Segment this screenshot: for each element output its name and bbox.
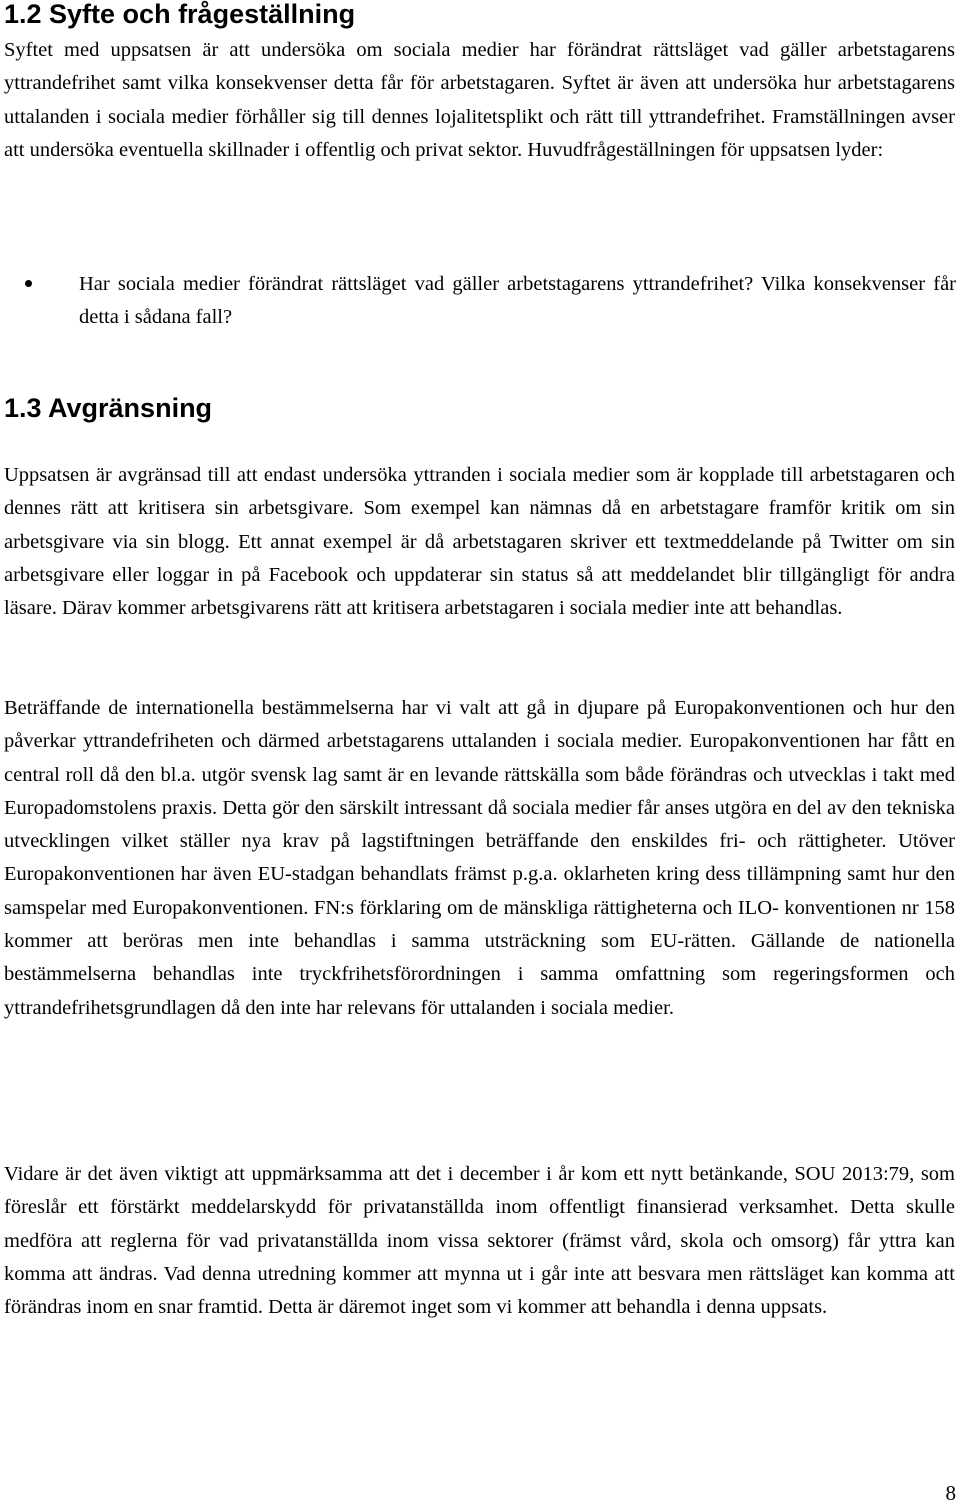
section-heading-avgransning: 1.3 Avgränsning bbox=[4, 393, 213, 423]
paragraph-avgransning-2: Beträffande de internationella bestämmelserna har vi valt att gå in djupare på Europakonventionen och hur den påverkar yttrandefriheten och därmed arbetstagarens uttalanden i sociala medier. Europakonventionen har fått en central roll då den bl.a. utgör svensk lag samt är en levande rättskälla som både förändras och utvecklas i takt med Europadomstolens praxis. Detta gör den särskilt intressant då sociala medier får anses utgöra en del av den tekniska utvecklingen vilket ställer nya krav på lagstiftningen beträffande den enskildes fri- och rättigheter. Utöver Europakonventionen har även EU-stadgan behandlats främst p.g.a. oklarheten kring dess tillämpning samt hur den samspelar med Europakonventionen. FN:s förklaring om de mänskliga rättigheterna och ILO- konventionen nr 158 kommer att beröras men inte behandlas i samma utsträckning som EU-rätten. Gällande de nationella bestämmelserna behandlas inte tryckfrihetsförordningen i samma omfattning som regeringsformen och yttrandefrihetsgrundlagen då den inte har relevans för uttalanden i sociala medier. bbox=[4, 697, 955, 1019]
paragraph-syfte: Syftet med uppsatsen är att undersöka om sociala medier har förändrat rättsläget vad gäller arbetstagarens yttrandefrihet samt vilka konsekvenser detta får för arbetstagaren. Syftet är även att undersöka hur arbetstagarens uttalanden i sociala medier förhåller sig till dennes lojalitetsplikt och rätt till yttrandefrihet. Framställningen avser att undersöka eventuella skillnader i offentlig och privat sektor. Huvudfrågeställningen för uppsatsen lyder: bbox=[4, 39, 955, 161]
section-heading-syfte: 1.2 Syfte och frågeställning bbox=[4, 0, 356, 29]
page-number: 8 bbox=[945, 1481, 956, 1505]
bullet-dot-icon bbox=[25, 280, 32, 287]
paragraph-avgransning-1: Uppsatsen är avgränsad till att endast undersöka yttranden i sociala medier som är kopplade till arbetstagaren och dennes rätt att kritisera sin arbetsgivare. Som exempel kan nämnas då en arbetstagare framför kritik om sin arbetsgivare via sin blogg. Ett annat exempel är då arbetstagaren skriver ett textmeddelande på Twitter om sin arbetsgivare eller loggar in på Facebook och uppdaterar sin status så att meddelandet blir tillgängligt för andra läsare. Därav kommer arbetsgivarens rätt att kritisera arbetstagaren i sociala medier inte att behandlas. bbox=[4, 464, 955, 620]
research-question: Har sociala medier förändrat rättsläget vad gäller arbetstagarens yttrandefrihet? Vilka konsekvenser får detta i sådana fall? bbox=[79, 273, 956, 329]
paragraph-avgransning-3: Vidare är det även viktigt att uppmärksamma att det i december i år kom ett nytt betänkande, SOU 2013:79, som föreslår ett förstärkt meddelarskydd för privatanställda inom offentligt finansierad verksamhet. Detta skulle medföra att reglerna för vad privatanställda inom vissa sektorer (främst vård, skola och omsorg) får yttra kan komma att ändras. Vad denna utredning kommer att mynna ut i går inte att besvara men rättsläget kan komma att förändras inom en snar framtid. Detta är däremot inget som vi kommer att behandla i denna uppsats. bbox=[4, 1163, 955, 1319]
